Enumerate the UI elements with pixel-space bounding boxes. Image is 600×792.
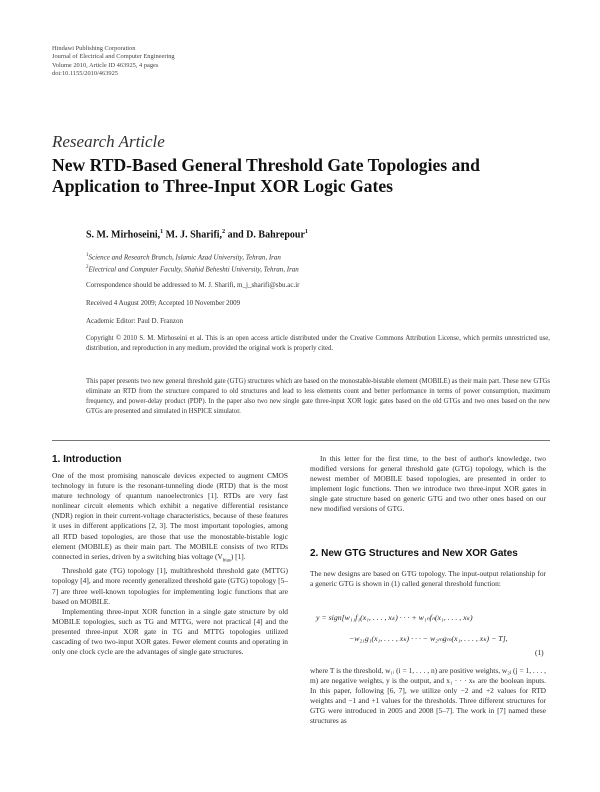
paragraph: Threshold gate (TG) topology [1], multithreshold threshold gate (MTTG) topology [4], and more recently generalized threshold gate (GTG) topology [5–7] are three well-known topologies for implementing logic functions that are based on MOBILE.	[52, 566, 288, 606]
received-accepted-dates: Received 4 August 2009; Accepted 10 November 2009	[86, 299, 241, 307]
author-affil-mark: 2	[222, 229, 226, 235]
author-affil-mark: 1	[304, 229, 308, 235]
copyright-notice: Copyright © 2010 S. M. Mirhoseini et al. This is an open access article distributed under the Creative Commons Attribution License, which permits unrestricted use, distribution, and reproduction in any medium, provided the original work is properly cited.	[86, 335, 550, 352]
section-heading-new-gtg: 2. New GTG Structures and New XOR Gates	[310, 548, 518, 559]
journal-name: Journal of Electrical and Computer Engineering	[52, 53, 175, 61]
author-name: S. M. Mirhoseini,	[86, 229, 161, 241]
right-column-para2	[310, 569, 546, 589]
equation-number: (1)	[535, 648, 544, 657]
affiliation: $^2$Electrical and Computer Faculty, Shahid Beheshti University, Tehran, Iran	[86, 264, 299, 274]
equation-line-2: −w₂₁g₁(x₁, . . . , xₖ) · · · − w₂ₘgₘ(x₁, . . . , xₖ) − T],	[349, 634, 508, 643]
correspondence: Correspondence should be addressed to M. J. Sharifi, m_j_sharifi@sbu.ac.ir	[86, 281, 300, 289]
equation-line-1: y = sign[w₁₁f₁(x₁, . . . , xₖ) · · · + w₁ₙfₙ(x₁, . . . , xₖ)	[316, 613, 473, 622]
paragraph: where T is the threshold, w₁ᵢ (i = 1, . . . , n) are positive weights, w₂ⱼ (j = 1, . . . , m) are negative weights, y is the output, and x₁ · · · xₖ are the boolean inputs. In this paper, following [6, 7], we utilize only −2 and +2 values for RTD weights and −1 and +1 values for the thresholds. Three different structures for GTG were introduced in 2005 and 2008 [5–7]. The work in [7] named these structures as	[310, 666, 546, 726]
right-column-para3	[310, 666, 546, 727]
affiliations	[86, 251, 299, 275]
right-column-intro	[310, 454, 546, 515]
publisher: Hindawi Publishing Corporation	[52, 45, 136, 52]
paragraph: One of the most promising nanoscale devices expected to augment CMOS technology in future is the resonant-tunneling diode (RTD) that is the most mature technology of quantum nanoelectronics [1]. RTDs are very fast nonlinear circuit elements which exhibit a negative differential resistance (NDR) region in their current-voltage characteristics, because of these features it uses in different applications [2, 3]. The most important topologies, among all RTD based topologies, are those that use the monostable-bistable logic element (MOBILE) as their main part. The MOBILE consists of two RTDs connected in series, driven by a switching bias voltage $(V_{bias})$ [1].	[52, 471, 288, 564]
paragraph: In this letter for the first time, to the best of author's knowledge, two modified versions for general threshold gate (GTG) topology, which is the newest member of MOBILE based topologies, are presented in order to implement logic functions. Then we introduce two three-input XOR gates in single gate structure based on generic GTG and two other ones based on our new modified versions of GTG.	[310, 454, 546, 514]
publication-info	[52, 45, 175, 79]
left-column-body	[52, 471, 288, 657]
affiliation: $^1$Science and Research Branch, Islamic Azad University, Tehran, Iran	[86, 253, 281, 262]
author-list	[86, 229, 308, 240]
author-name: and D. Bahrepour	[225, 229, 305, 241]
doi[interactable]: doi:10.1155/2010/463925	[52, 70, 118, 78]
paragraph: Implementing three-input XOR function in a single gate structure by old MOBILE topologies, such as TG and MTTG, were not practical [4] and the presented three-input XOR gate in TG and MTTG topologies utilized cascading of two two-input XOR gates. Fewer element counts and operating in only one clock cycle are the advantages of single gate structures.	[52, 606, 288, 657]
article-type: Research Article	[52, 132, 165, 151]
volume-info: Volume 2010, Article ID 463925, 4 pages	[52, 61, 159, 69]
paragraph: The new designs are based on GTG topology. The input-output relationship for a generic GTG is shown in (1) called general threshold function:	[310, 569, 546, 589]
section-heading-introduction: 1. Introduction	[52, 454, 122, 465]
abstract: This paper presents two new general threshold gate (GTG) structures which are based on the monostable-bistable element (MOBILE) as their main part. These new GTGs eliminate an RTD from the structure compared to old structures and lead to less elements count and better performance in terms of power consumption, maximum frequency, and power-delay product (PDP). In the paper also two new single gate three-input XOR logic gates based on the old GTGs and two ones based on the new GTGs are presented and simulated in HSPICE simulator.	[86, 378, 550, 415]
paper-title: New RTD-Based General Threshold Gate Topologies and Application to Three-Input XOR Logic Gates	[52, 155, 480, 196]
section-divider	[52, 440, 550, 441]
author-name: M. J. Sharifi,	[163, 229, 223, 241]
academic-editor: Academic Editor: Paul D. Franzon	[86, 317, 184, 325]
author-affil-mark: 1	[160, 229, 164, 235]
